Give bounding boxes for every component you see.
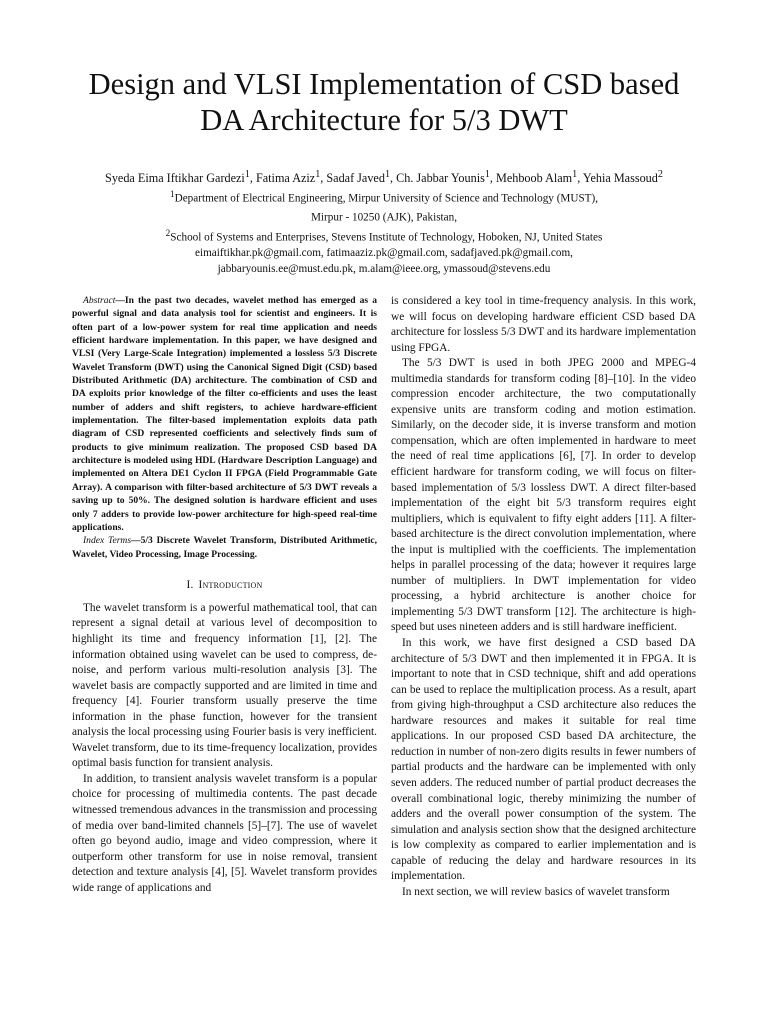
author-affil-mark: 1 xyxy=(244,169,250,180)
section-title: Introduction xyxy=(198,578,263,591)
author xyxy=(583,171,663,185)
body-paragraph: The 5/3 DWT is used in both JPEG 2000 and MPEG-4 multimedia standards for transform coding [8]–[10]. In the video compression encoder architecture, the two computationally expensive units are transform coding and motion estimation. Similarly, on the decoder side, it is inverse transform and motion compensation, which are often implemented in hardware to meet the need of real time applications [6], [7]. In order to develop efficient hardware for transform coding, we will focus on filter-based implementation of 5/3 lossless DWT. A direct filter-based implementation of the eight bit 5/3 transform requires eight multipliers, which is equivalent to fifty eight adders [11]. A filter-based architecture is the direct convolution implementation, where the input is multiplied with the coefficients. The implementation helps in parallel processing of the data; however it requires large number of multipliers. In DWT implementation for video processing, a hybrid architecture is another choice for implementing 5/3 DWT transform [12]. The architecture is high-speed but uses nineteen adders and is still hardware inefficient. xyxy=(391,357,696,634)
right-column xyxy=(391,294,696,900)
author-affil-mark: 1 xyxy=(572,169,578,180)
section-heading xyxy=(72,578,377,593)
author-name: Ch. Jabbar Younis xyxy=(396,171,485,186)
author: Syeda Eima Iftikhar Gardezi$^1$, xyxy=(105,169,256,186)
author-name: Mehboob Alam xyxy=(496,171,573,186)
body-paragraph: In this work, we have first designed a CSD based DA architecture of 5/3 DWT and then implemented it in FPGA. It is important to note that in CSD technique, shift and add operations can be used to replace the multiplication process. As a result, apart from giving high-throughput a CSD architecture also reduces the hardware resources and makes it suitable for real time applications. In our proposed CSD based DA architecture, the reduction in number of non-zero digits results in fewer numbers of partial products and the hardware can be implemented with only seven adders. The reduced number of partial product decreases the overall combinational logic, thereby minimizing the number of adders and the overall power consumption of the system. The simulation and analysis section show that the designed architecture is low complexity as compared to earlier implementation and is capable of reducing the delay and hardware resources in its implementation. xyxy=(391,637,696,883)
affiliation-text: Department of Electrical Engineering, Mirpur University of Science and Technology (MUST), xyxy=(174,192,599,205)
affiliation-mark: 1 xyxy=(169,190,175,200)
author-affil-mark: 1 xyxy=(484,169,490,180)
index-terms-label: Index Terms xyxy=(83,535,132,547)
affiliation-text: Mirpur - 10250 (AJK), Pakistan, xyxy=(310,212,458,225)
author-affil-mark: 1 xyxy=(384,169,391,180)
author: Fatima Aziz$^1$, xyxy=(255,169,327,186)
section-number: I. xyxy=(186,578,194,591)
author-affil-mark: 1 xyxy=(315,169,321,180)
index-terms xyxy=(72,534,377,561)
author-name: Sadaf Javed xyxy=(326,171,385,186)
author-list xyxy=(20,167,748,186)
abstract xyxy=(72,294,377,534)
email-line xyxy=(20,262,748,278)
body-paragraph: In next section, we will review basics of wavelet transform xyxy=(402,885,670,898)
paper-title xyxy=(40,66,728,138)
author: Mehboob Alam$^1$, xyxy=(496,169,583,186)
affiliation-text: School of Systems and Enterprises, Stevens Institute of Technology, Hoboken, NJ, United States xyxy=(170,231,603,244)
index-terms-text: —5/3 Discrete Wavelet Transform, Distributed Arithmetic, Wavelet, Video Processing, Image Processing. xyxy=(72,535,377,560)
affiliations xyxy=(20,188,748,277)
author-name: Fatima Aziz xyxy=(255,171,316,186)
affiliation-mark: 2 xyxy=(165,228,171,239)
abstract-label: Abstract xyxy=(83,295,116,306)
affiliation-line xyxy=(20,207,748,226)
body-paragraph: The wavelet transform is a powerful mathematical tool, that can represent a signal detail at various level of decomposition to highlight its time and frequency information [1], [2]. The information obtained using wavelet can be used to compress, de-noise, and perform various multi-resolution analysis [3]. The wavelet basis are compactly supported and are limited in time and frequency [4]. Fourier transform usually preserve the time information in the phase function, however for the transient analysis the local processing using Fourier basis is very inefficient. Wavelet transform, due to its time-frequency localization, provides optimal basis function for transient analysis. xyxy=(72,601,377,770)
author: Ch. Jabbar Younis$^1$, xyxy=(396,169,496,186)
title-line-2: DA Architecture for 5/3 DWT xyxy=(200,103,568,137)
title-line-1: Design and VLSI Implementation of CSD based xyxy=(88,67,680,101)
email-text: jabbaryounis.ee@must.edu.pk, m.alam@ieee.org, ymassoud@stevens.edu xyxy=(217,262,551,275)
author-name: Syeda Eima Iftikhar Gardezi xyxy=(105,171,245,186)
email-text: eimaiftikhar.pk@gmail.com, fatimaaziz.pk@gmail.com, sadafjaved.pk@gmail.com, xyxy=(195,246,573,259)
author-affil-mark: 2 xyxy=(657,169,663,180)
affiliation-line xyxy=(20,227,748,246)
email-line xyxy=(20,246,748,262)
left-column xyxy=(72,294,377,896)
author: Sadaf Javed$^1$, xyxy=(326,169,397,186)
body-paragraph: In addition, to transient analysis wavelet transform is a popular choice for processing of multimedia contents. The past decade witnessed tremendous advances in the transmission and processing of media over band-limited channels [5]–[7]. The use of wavelet often go beyond audio, image and video compression, where it outperform other transform for use in noise removal, transient detection and texture analysis [4], [5]. Wavelet transform provides wide range of applications and xyxy=(72,772,377,894)
affiliation-line xyxy=(20,188,748,207)
body-paragraph: is considered a key tool in time-frequency analysis. In this work, we will focus on developing hardware efficient CSD based DA architecture for lossless 5/3 DWT and its hardware implementation using FPGA. xyxy=(391,295,696,354)
author-name: Yehia Massoud xyxy=(582,171,658,186)
abstract-text: —In the past two decades, wavelet method has emerged as a powerful signal and data analysis tool for scientist and engineers. It is often part of a low-power system for real time application and needs efficient hardware implementation. In this paper, we have designed and VLSI (Very Large-Scale Integration) implemented a lossless 5/3 Discrete Wavelet Transform (DWT) using the Canonical Signed Digit (CSD) based Distributed Arithmetic (DA) architecture. The combination of CSD and DA exploits prior knowledge of the filter co-efficients and uses the least number of adders and shift registers, to achieve hardware-efficient implementation. The filter-based implementation exploits data path diagram of CSD represented coefficients and selectively finds sum of products to give minimum realization. The proposed CSD based DA architecture is modeled using HDL (Hardware Description Language) and implemented on Altera DE1 Cyclon II FPGA (Field Programmable Gate Array). A comparison with filter-based architecture of 5/3 DWT reveals a saving up to 50%. The designed solution is hardware efficient and uses only 7 adders to provide low-power architecture for high-speed real-time applications. xyxy=(72,295,377,533)
